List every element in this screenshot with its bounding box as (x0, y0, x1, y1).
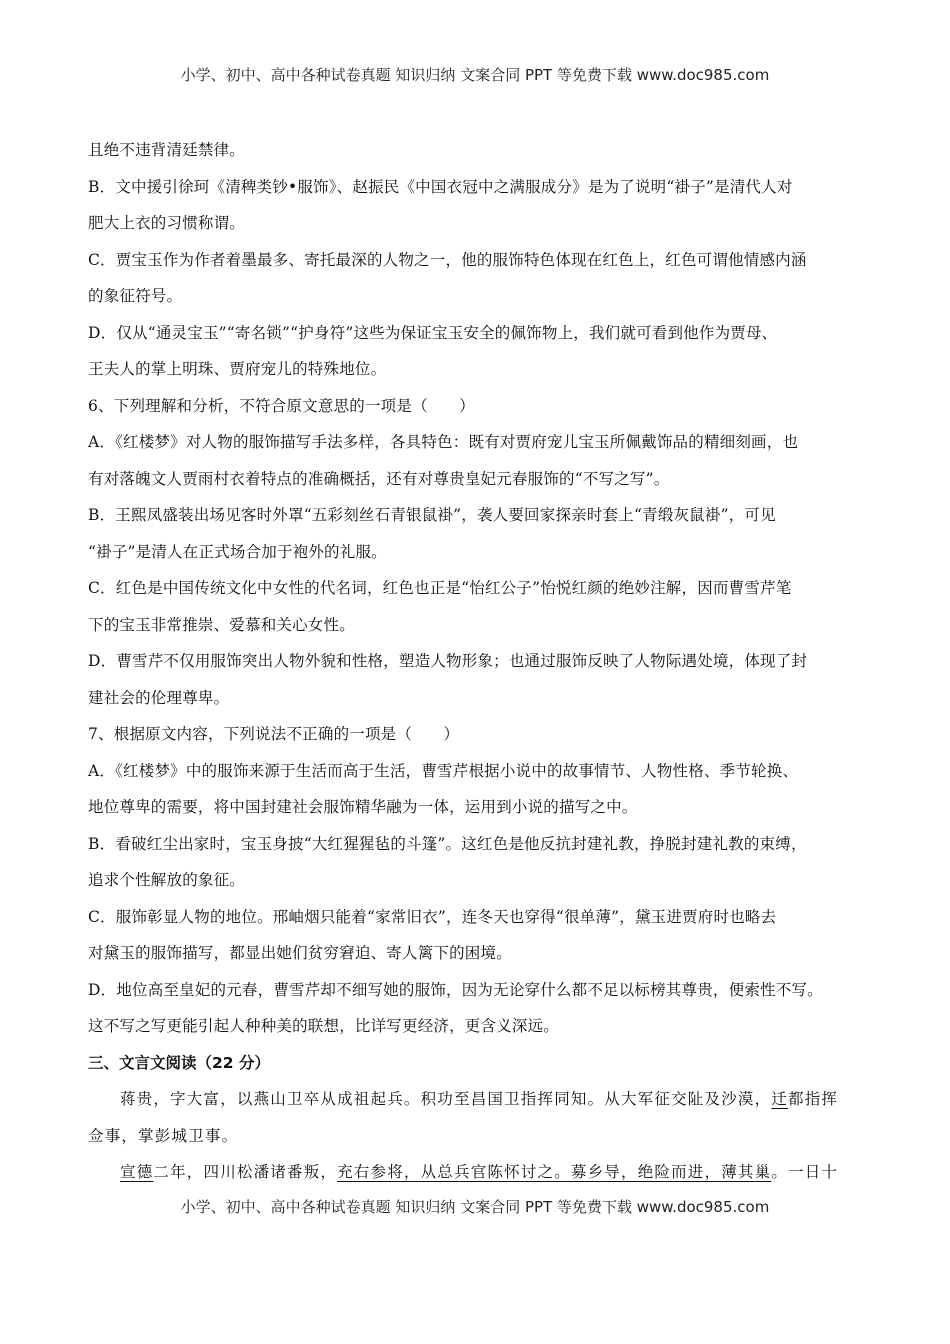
underlined-word: 迁 (771, 1090, 789, 1108)
text-line: 的象征符号。 (88, 287, 183, 305)
question-7-stem: 7、根据原文内容，下列说法不正确的一项是（ ） (88, 725, 460, 743)
text-line: B．文中援引徐珂《清稗类钞•服饰》、赵振民《中国衣冠中之满服成分》是为了说明“褂子”是清代人对 (88, 177, 793, 196)
text-line: A．《红楼梦》对人物的服饰描写手法多样，各具特色：既有对贾府宠儿宝玉所佩戴饰品的精细刻画，也 (88, 433, 799, 451)
text-line: B．看破红尘出家时，宝玉身披“大红猩猩毡的斗篷”。这红色是他反抗封建礼教，挣脱封建礼教的束缚， (88, 834, 807, 853)
page-footer-watermark: 小学、初中、高中各种试卷真题 知识归纳 文案合同 PPT 等免费下载 www.doc985.com (180, 1198, 770, 1216)
text-line: 对黛玉的服饰描写，都显出她们贫穷窘迫、寄人篱下的困境。 (88, 944, 512, 962)
text-line: 这不写之写更能引起人种种美的联想，比详写更经济，更含义深远。 (88, 1017, 560, 1035)
text-line: 追求个性解放的象征。 (88, 871, 246, 889)
classical-text: 二年，四川松潘诸番叛， (153, 1163, 338, 1181)
text-line: “褂子”是清人在正式场合加于袍外的礼服。 (88, 542, 387, 561)
text-line: C．贾宝玉作为作者着墨最多、寄托最深的人物之一，他的服饰特色体现在红色上，红色可谓他情感内涵 (88, 250, 807, 269)
text-line: D．仅从“通灵宝玉”“寄名锁”“护身符”这些为保证宝玉安全的佩饰物上，我们就可看到他作为贾母、 (88, 323, 778, 342)
text-line: 下的宝玉非常推崇、爱慕和关心女性。 (88, 615, 355, 634)
text-line: 且绝不违背清廷禁律。 (88, 141, 246, 159)
section-title: 三、文言文阅读（22 分） (88, 1053, 270, 1072)
underlined-sentence: 充右参将，从总兵官陈怀讨之。募乡导，绝险而进，薄其巢 (337, 1163, 772, 1181)
classical-paragraph-1 (88, 1081, 868, 1118)
text-line: 王夫人的掌上明珠、贾府宠儿的特殊地位。 (88, 360, 387, 378)
text-line: A．《红楼梦》中的服饰来源于生活而高于生活，曹雪芹根据小说中的故事情节、人物性格、季节轮换、 (88, 761, 799, 780)
document-body (88, 132, 868, 1191)
question-6-stem: 6、下列理解和分析，不符合原文意思的一项是（ ） (88, 396, 475, 415)
text-line: 地位尊卑的需要，将中国封建社会服饰精华融为一体，运用到小说的描写之中。 (88, 798, 638, 816)
classical-text: 都指挥 (788, 1090, 839, 1108)
classical-text: 蒋贵，字大富，以燕山卫卒从成祖起兵。积功至昌国卫指挥同知。从大军征交阯及沙漠， (120, 1090, 772, 1108)
classical-text: 。一日十 (771, 1163, 839, 1181)
text-line: D．曹雪芹不仅用服饰突出人物外貌和性格，塑造人物形象；也通过服饰反映了人物际遇处境，体现了封 (88, 652, 808, 670)
classical-text: 佥事，掌彭城卫事。 (88, 1126, 239, 1145)
classical-paragraph-2 (88, 1154, 868, 1191)
text-line: D．地位高至皇妃的元春，曹雪芹却不细写她的服饰，因为无论穿什么都不足以标榜其尊贵，便索性不写。 (88, 980, 823, 999)
text-line: 有对落魄文人贾雨村衣着特点的准确概括，还有对尊贵皇妃元春服饰的“不写之写”。 (88, 469, 670, 488)
text-line: C．服饰彰显人物的地位。邢岫烟只能着“家常旧衣”，连冬天也穿得“很单薄”，黛玉进贾府时也略去 (88, 907, 777, 926)
text-line: C．红色是中国传统文化中女性的代名词，红色也正是“怡红公子”怡悦红颜的绝妙注解，因而曹雪芹笔 (88, 579, 792, 597)
text-line: B．王熙凤盛装出场见客时外罩“五彩刻丝石青银鼠褂”，袭人要回家探亲时套上“青缎灰鼠褂”，可见 (88, 506, 776, 524)
text-line: 肥大上衣的习惯称谓。 (88, 214, 246, 232)
text-line: 建社会的伦理尊卑。 (88, 688, 230, 707)
underlined-word: 宣德 (120, 1163, 154, 1181)
page-header-watermark: 小学、初中、高中各种试卷真题 知识归纳 文案合同 PPT 等免费下载 www.doc985.com (180, 66, 770, 84)
